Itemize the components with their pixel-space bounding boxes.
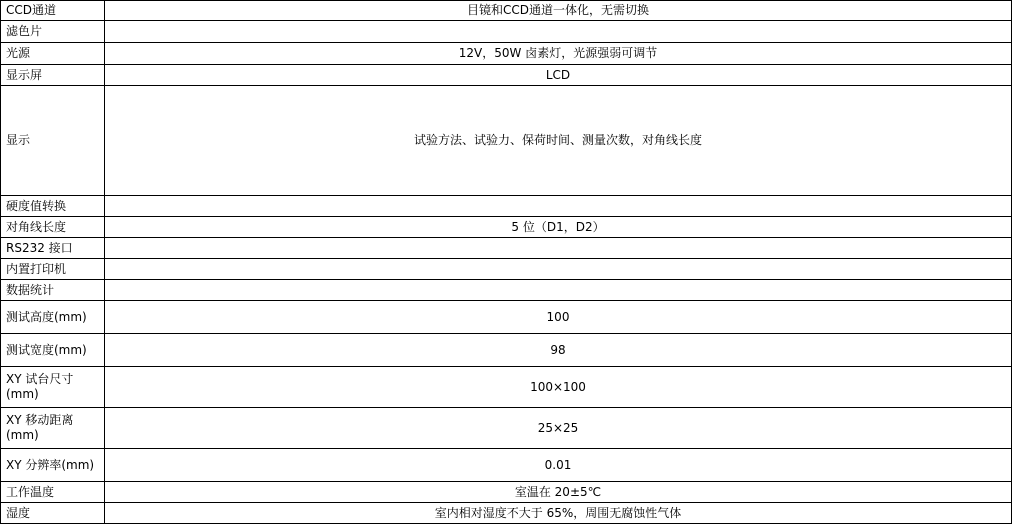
row-value <box>105 196 1012 217</box>
row-value: 98 <box>105 334 1012 367</box>
row-value: 12V，50W 卤素灯，光源强弱可调节 <box>105 43 1012 65</box>
row-label: 工作温度 <box>1 482 105 503</box>
table-row <box>1 482 1012 503</box>
row-label: XY 试台尺寸(mm) <box>1 367 105 408</box>
row-value: LCD <box>105 65 1012 86</box>
row-value: 5 位（D1，D2） <box>105 217 1012 238</box>
table-row <box>1 367 1012 408</box>
table-row <box>1 301 1012 334</box>
row-label: CCD通道 <box>1 1 105 21</box>
table-row <box>1 65 1012 86</box>
row-label: 数据统计 <box>1 280 105 301</box>
row-label: XY 分辨率(mm) <box>1 449 105 482</box>
row-label: 湿度 <box>1 503 105 524</box>
table-row <box>1 259 1012 280</box>
row-label: 测试宽度(mm) <box>1 334 105 367</box>
row-label: 内置打印机 <box>1 259 105 280</box>
table-row <box>1 21 1012 43</box>
row-label: 滤色片 <box>1 21 105 43</box>
row-label: XY 移动距离(mm) <box>1 408 105 449</box>
row-value: 25×25 <box>105 408 1012 449</box>
table-row <box>1 334 1012 367</box>
table-row <box>1 217 1012 238</box>
row-value: 目镜和CCD通道一体化，无需切换 <box>105 1 1012 21</box>
row-value <box>105 259 1012 280</box>
row-value <box>105 280 1012 301</box>
row-value: 100 <box>105 301 1012 334</box>
row-value <box>105 21 1012 43</box>
row-label: 测试高度(mm) <box>1 301 105 334</box>
row-label: 光源 <box>1 43 105 65</box>
row-label: 硬度值转换 <box>1 196 105 217</box>
table-row <box>1 280 1012 301</box>
table-row <box>1 408 1012 449</box>
table-row <box>1 1 1012 21</box>
row-value <box>105 238 1012 259</box>
row-value: 室温在 20±5℃ <box>105 482 1012 503</box>
row-label: RS232 接口 <box>1 238 105 259</box>
table-row <box>1 503 1012 524</box>
table-row <box>1 449 1012 482</box>
table-row <box>1 43 1012 65</box>
row-label: 对角线长度 <box>1 217 105 238</box>
row-value: 0.01 <box>105 449 1012 482</box>
row-value: 室内相对湿度不大于 65%，周围无腐蚀性气体 <box>105 503 1012 524</box>
table-row <box>1 86 1012 196</box>
row-label: 显示屏 <box>1 65 105 86</box>
row-label: 显示 <box>1 86 105 196</box>
row-value: 试验方法、试验力、保荷时间、测量次数，对角线长度 <box>105 86 1012 196</box>
table-row <box>1 196 1012 217</box>
row-value: 100×100 <box>105 367 1012 408</box>
table-row <box>1 238 1012 259</box>
